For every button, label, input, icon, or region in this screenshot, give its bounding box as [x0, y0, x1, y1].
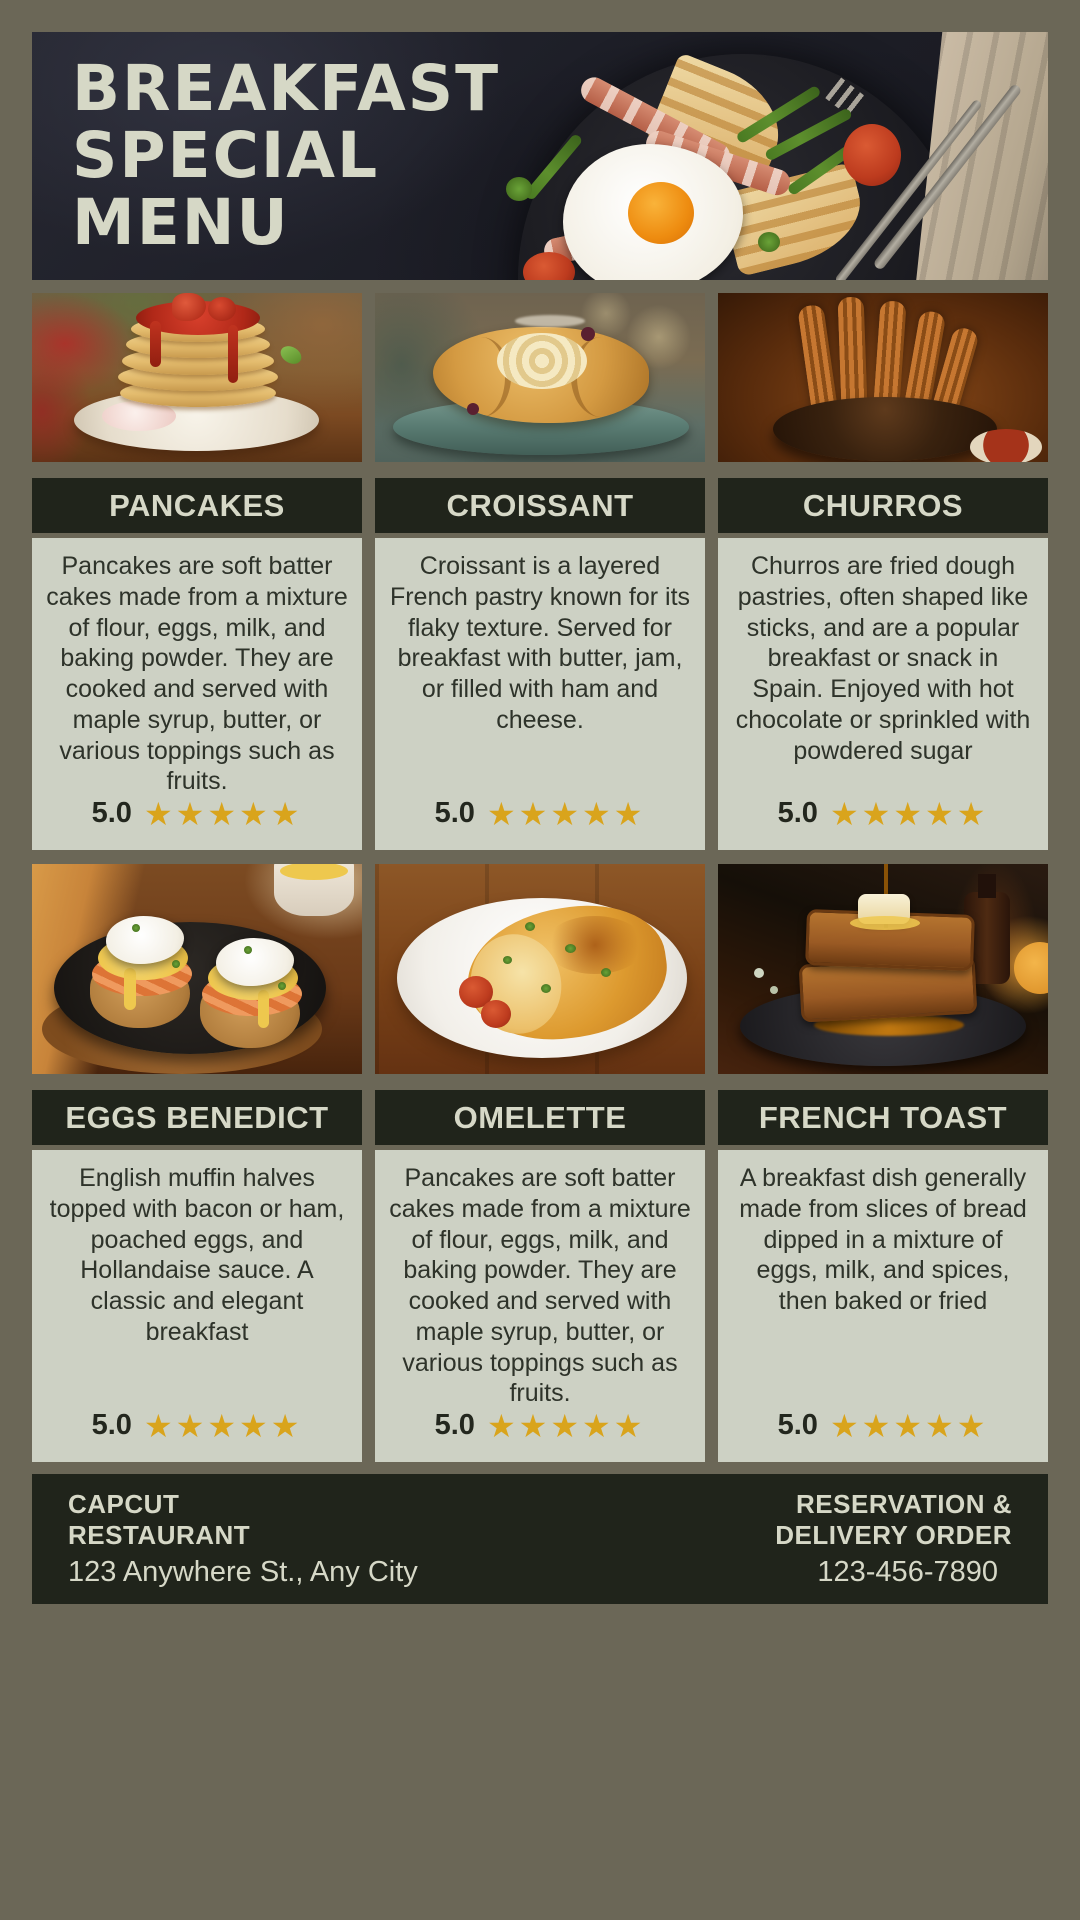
rating [778, 1409, 989, 1442]
item-card-churros [718, 538, 1048, 850]
churros-photo [718, 293, 1048, 462]
herb-sprinkle [541, 984, 551, 993]
rating [92, 1409, 303, 1442]
cream-swirl [497, 333, 587, 389]
rating-stars-icon: ★★★★★ [143, 1407, 303, 1444]
rating-score: 5.0 [777, 1409, 818, 1441]
reservation-info [775, 1489, 1012, 1588]
herb-sprinkle [525, 922, 535, 931]
chive [172, 960, 180, 968]
dip-cup [970, 429, 1042, 462]
flower-sprig [754, 968, 764, 978]
item-card-omelette [375, 1150, 705, 1462]
reservation-label: RESERVATION & [796, 1489, 1012, 1520]
item-description: Croissant is a layered French pastry known for its flaky texture. Served for breakfast with butter, jam, or filled with ham and cheese. [389, 552, 691, 734]
herb-sprinkle [565, 944, 576, 953]
rating-score: 5.0 [434, 1409, 475, 1441]
sugar-dust [515, 315, 585, 327]
item-description: A breakfast dish generally made from slices of bread dipped in a mixture of eggs, milk, and spices, then baked or fried [739, 1164, 1027, 1315]
chive [132, 924, 140, 932]
rating-stars-icon: ★★★★★ [486, 795, 646, 832]
parsley [506, 177, 532, 201]
mint-leaf [277, 343, 304, 368]
rating [778, 797, 989, 830]
item-card-eggs-benedict [32, 1150, 362, 1462]
rating-score: 5.0 [91, 797, 132, 829]
egg-yolk [628, 182, 694, 244]
item-title-label: CROISSANT [446, 487, 634, 523]
footer-bar [32, 1474, 1048, 1604]
french-toast-photo [718, 864, 1048, 1074]
restaurant-name: CAPCUT [68, 1489, 180, 1520]
bowl [773, 397, 997, 461]
sauce-drip [228, 325, 238, 383]
sauce-drip [150, 321, 161, 367]
herb-sprinkle [503, 956, 512, 964]
reservation-phone: 123-456-7890 [817, 1555, 998, 1588]
rating [92, 797, 303, 830]
rating-stars-icon: ★★★★★ [829, 795, 989, 832]
berry [581, 327, 595, 341]
item-card-french-toast [718, 1150, 1048, 1462]
item-title-omelette [375, 1090, 705, 1145]
chive [244, 946, 252, 954]
title-line: SPECIAL [72, 118, 380, 192]
item-description: Pancakes are soft batter cakes made from a mixture of flour, eggs, milk, and baking powder. They are cooked and served with maple syrup, butter, or various toppings such as fruits. [389, 1164, 691, 1408]
restaurant-name: RESTAURANT [68, 1520, 251, 1550]
restaurant-address: 123 Anywhere St., Any City [68, 1555, 418, 1588]
title-line: BREAKFAST [72, 51, 501, 125]
rating-stars-icon: ★★★★★ [143, 795, 303, 832]
rating-score: 5.0 [434, 797, 475, 829]
restaurant-info [68, 1489, 418, 1588]
omelette-photo [375, 864, 705, 1074]
strawberry [208, 297, 236, 321]
rating-stars-icon: ★★★★★ [486, 1407, 646, 1444]
item-description: English muffin halves topped with bacon or ham, poached eggs, and Hollandaise sauce. A classic and elegant breakfast [49, 1164, 345, 1346]
flower-sprig [770, 986, 778, 994]
item-title-label: PANCAKES [109, 487, 285, 523]
eggs-benedict-photo [32, 864, 362, 1074]
item-title-label: FRENCH TOAST [758, 1099, 1008, 1135]
cherry-tomato [481, 1000, 511, 1028]
item-title-label: CHURROS [802, 487, 964, 523]
orange-slice [1014, 942, 1048, 994]
item-card-pancakes [32, 538, 362, 850]
butter-melt [850, 916, 920, 930]
rating-score: 5.0 [777, 797, 818, 829]
chive [278, 982, 286, 990]
item-description: Pancakes are soft batter cakes made from a mixture of flour, eggs, milk, and baking powder. They are cooked and served with maple syrup, butter, or various toppings such as fruits. [46, 552, 348, 796]
omelette-browning [545, 916, 645, 974]
title-line: MENU [72, 185, 290, 259]
item-title-label: OMELETTE [453, 1099, 627, 1135]
item-title-pancakes [32, 478, 362, 533]
rating-score: 5.0 [91, 1409, 132, 1441]
rating-stars-icon: ★★★★★ [829, 1407, 989, 1444]
header-banner [32, 32, 1048, 280]
hollandaise-drip [124, 968, 136, 1010]
breakfast-plate-photo [428, 32, 1048, 280]
reservation-label: DELIVERY ORDER [775, 1520, 1012, 1550]
pancakes-photo [32, 293, 362, 462]
berry [467, 403, 479, 415]
item-card-croissant [375, 538, 705, 850]
bottle-neck [978, 874, 996, 898]
herb-sprinkle [601, 968, 611, 977]
hollandaise-drip [258, 990, 269, 1028]
rating [435, 797, 646, 830]
item-description: Churros are fried dough pastries, often shaped like sticks, and are a popular breakfast or snack in Spain. Enjoyed with hot chocolate or sprinkled with powdered sugar [735, 552, 1031, 765]
page-title [72, 51, 501, 259]
item-title-eggs-benedict [32, 1090, 362, 1145]
parsley [758, 232, 780, 252]
croissant-photo [375, 293, 705, 462]
rating [435, 1409, 646, 1442]
roasted-tomato [843, 124, 901, 186]
item-title-label: EGGS BENEDICT [65, 1099, 329, 1135]
item-title-croissant [375, 478, 705, 533]
item-title-churros [718, 478, 1048, 533]
item-title-french-toast [718, 1090, 1048, 1145]
